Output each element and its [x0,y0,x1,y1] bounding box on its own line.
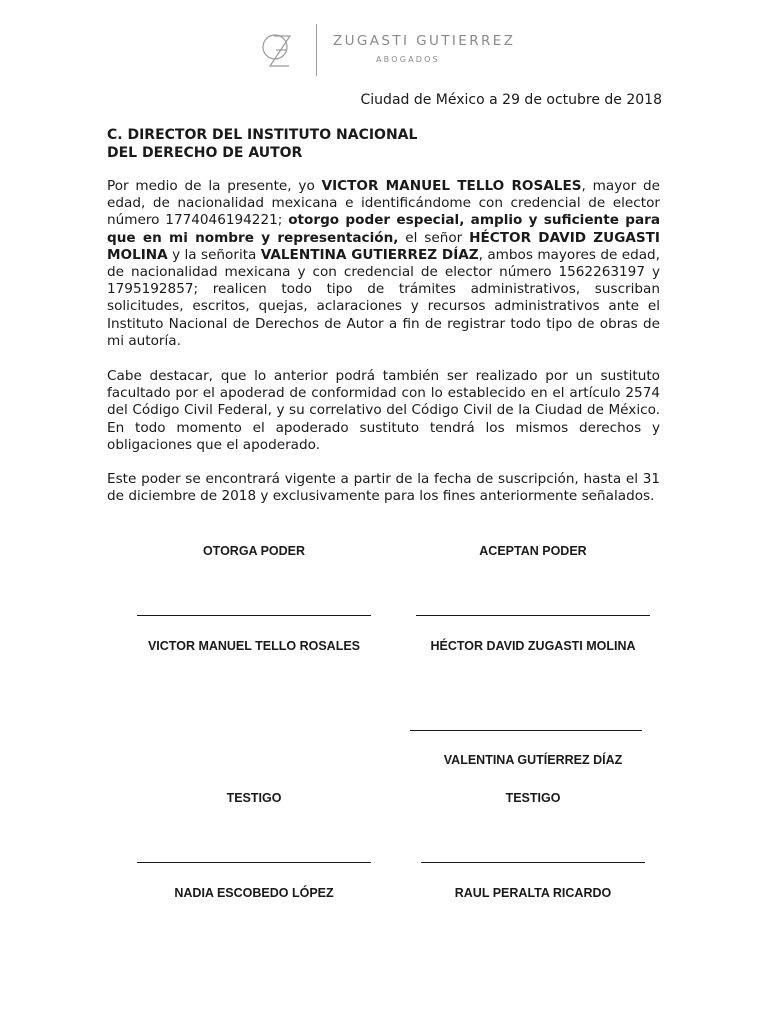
grantor-heading: OTORGA PODER [202,544,306,558]
witness-1-name: NADIA ESCOBEDO LÓPEZ [174,886,334,900]
p1-acceptor-2-name: VALENTINA GUTIERREZ DÍAZ [260,246,479,263]
p1-text-1: Por medio de la presente, yo [107,178,322,194]
witness-2-signature-line [421,862,645,863]
grantor-name: VICTOR MANUEL TELLO ROSALES [147,639,361,653]
addressee-line-2: DEL DERECHO DE AUTOR [107,145,303,161]
zg-monogram-icon [262,28,296,74]
letterhead-divider [316,24,317,76]
p1-acceptor-1-name: HÉCTOR DAVID ZUGASTI MOLINA [107,229,660,263]
body-paragraph-2: Cabe destacar, que lo anterior podrá también ser realizado por un sustituto facultado por el apoderad de conformidad con lo establecido en el artículo 2574 del Código Civil Federal, y su correlativo del Código Civil de la Ciudad de México. En todo momento el apoderado sustituto tendrá los mismos derechos y obligaciones que el apoderado. [107,368,660,453]
body-paragraph-3: Este poder se encontrará vigente a partir de la fecha de suscripción, hasta el 31 de diciembre de 2018 y exclusivamente para los fines anteriormente señalados. [107,471,660,505]
firm-name: ZUGASTI GUTIERREZ [333,33,516,49]
grantor-signature-line [137,615,371,616]
acceptor-1-signature-line [416,615,650,616]
p1-grantor-name: VICTOR MANUEL TELLO ROSALES [321,178,582,194]
p1-text-5: , ambos mayores de edad, de nacionalidad mexicana y con credencial de elector número 1562263197 y 1795192857; realicen todo tipo de trámites administrativos, suscriban solicitudes, escritos, quejas, aclaraciones y recursos administrativos ante el Instituto Nacional de Derechos de Autor a fin de registrar todo tipo de obras de mi autoría. [107,246,661,349]
witness-2-name: RAUL PERALTA RICARDO [454,886,612,900]
addressee-line-1: C. DIRECTOR DEL INSTITUTO NACIONAL [107,127,418,143]
acceptor-2-name: VALENTINA GUTÍERREZ DÍAZ [443,753,623,767]
p1-text-3: el señor [398,229,470,246]
body-paragraph-1 [107,178,660,350]
acceptor-1-name: HÉCTOR DAVID ZUGASTI MOLINA [430,639,636,653]
acceptors-heading: ACEPTAN PODER [479,544,587,558]
witness-heading-right: TESTIGO [505,791,561,805]
acceptor-2-signature-line [410,730,642,731]
firm-subtitle: ABOGADOS [376,55,440,64]
letterhead [0,0,768,90]
witness-1-signature-line [137,862,371,863]
witness-heading-left: TESTIGO [226,791,282,805]
p1-grant-clause: otorgo poder especial, amplio y suficiente para que en mi nombre y representación, [107,212,661,246]
p1-text-2: , mayor de edad, de nacionalidad mexicana e identificándome con credencial de elector número 1774046194221; [107,178,660,229]
addressee [107,126,417,162]
p1-text-4: y la señorita [167,246,261,263]
date-line: Ciudad de México a 29 de octubre de 2018 [360,92,662,108]
